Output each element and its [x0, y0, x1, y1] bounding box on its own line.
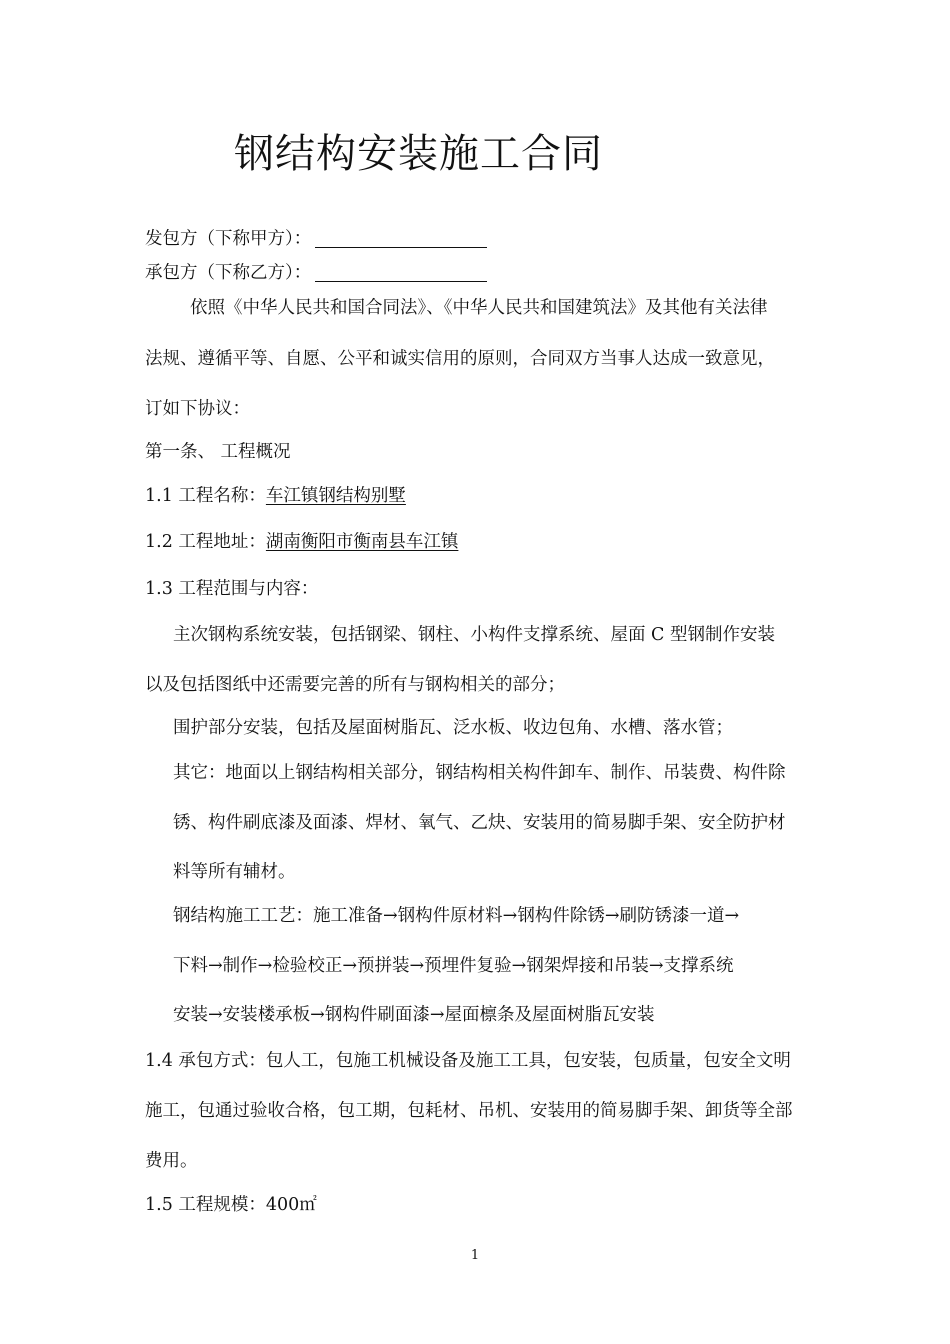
intro-line: 订如下协议：	[145, 399, 250, 419]
contract-mode-line: 施工，包通过验收合格，包工期，包耗材、吊机、安装用的简易脚手架、卸货等全部	[145, 1101, 793, 1121]
process-line: 安装→安装楼承板→钢构件刷面漆→屋面檩条及屋面树脂瓦安装	[173, 1005, 655, 1025]
party-a-blank	[315, 227, 487, 248]
party-b-line	[145, 261, 487, 285]
scope-enclosure-line: 围护部分安装，包括及屋面树脂瓦、泛水板、收边包角、水槽、落水管；	[173, 718, 733, 738]
project-address-line	[145, 530, 458, 554]
party-b-label: 承包方（下称乙方）：	[145, 263, 312, 283]
party-b-blank	[315, 261, 487, 282]
intro-line: 法规、遵循平等、自愿、公平和诚实信用的原则，合同双方当事人达成一致意见，	[145, 349, 775, 369]
process-line: 下料→制作→检验校正→预拼装→预埋件复验→钢架焊接和吊装→支撑系统	[173, 956, 734, 976]
contract-mode-line: 费用。	[145, 1151, 198, 1171]
document-title: 钢结构安装施工合同	[234, 131, 603, 177]
project-address-value: 湖南衡阳市衡南县车江镇	[265, 532, 459, 552]
scope-line: 主次钢构系统安装，包括钢梁、钢柱、小构件支撑系统、屋面 C 型钢制作安装	[173, 625, 776, 645]
intro-line: 依照《中华人民共和国合同法》、《中华人民共和国建筑法》及其他有关法律	[190, 298, 768, 318]
article-heading: 第一条、 工程概况	[145, 442, 291, 462]
scope-other-line: 料等所有辅材。	[173, 862, 296, 882]
project-name-label: 1.1 工程名称：	[145, 486, 266, 506]
scope-other-line: 锈、构件刷底漆及面漆、焊材、氧气、乙炔、安装用的简易脚手架、安全防护材	[173, 813, 786, 833]
page-number: 1	[470, 1248, 480, 1263]
project-name-line	[145, 484, 406, 508]
project-scale-line: 1.5 工程规模：400㎡	[145, 1195, 317, 1215]
project-address-label: 1.2 工程地址：	[145, 532, 266, 552]
contract-mode-line: 1.4 承包方式：包人工，包施工机械设备及施工工具，包安装，包质量，包安全文明	[145, 1051, 791, 1071]
scope-heading: 1.3 工程范围与内容：	[145, 579, 319, 599]
process-line: 钢结构施工工艺：施工准备→钢构件原材料→钢构件除锈→刷防锈漆一道→	[173, 906, 740, 926]
party-a-line	[145, 227, 487, 251]
party-a-label: 发包方（下称甲方）：	[145, 229, 312, 249]
scope-other-line: 其它：地面以上钢结构相关部分，钢结构相关构件卸车、制作、吊装费、构件除	[173, 763, 786, 783]
project-name-value: 车江镇钢结构别墅	[265, 486, 406, 506]
scope-line: 以及包括图纸中还需要完善的所有与钢构相关的部分；	[145, 675, 565, 695]
